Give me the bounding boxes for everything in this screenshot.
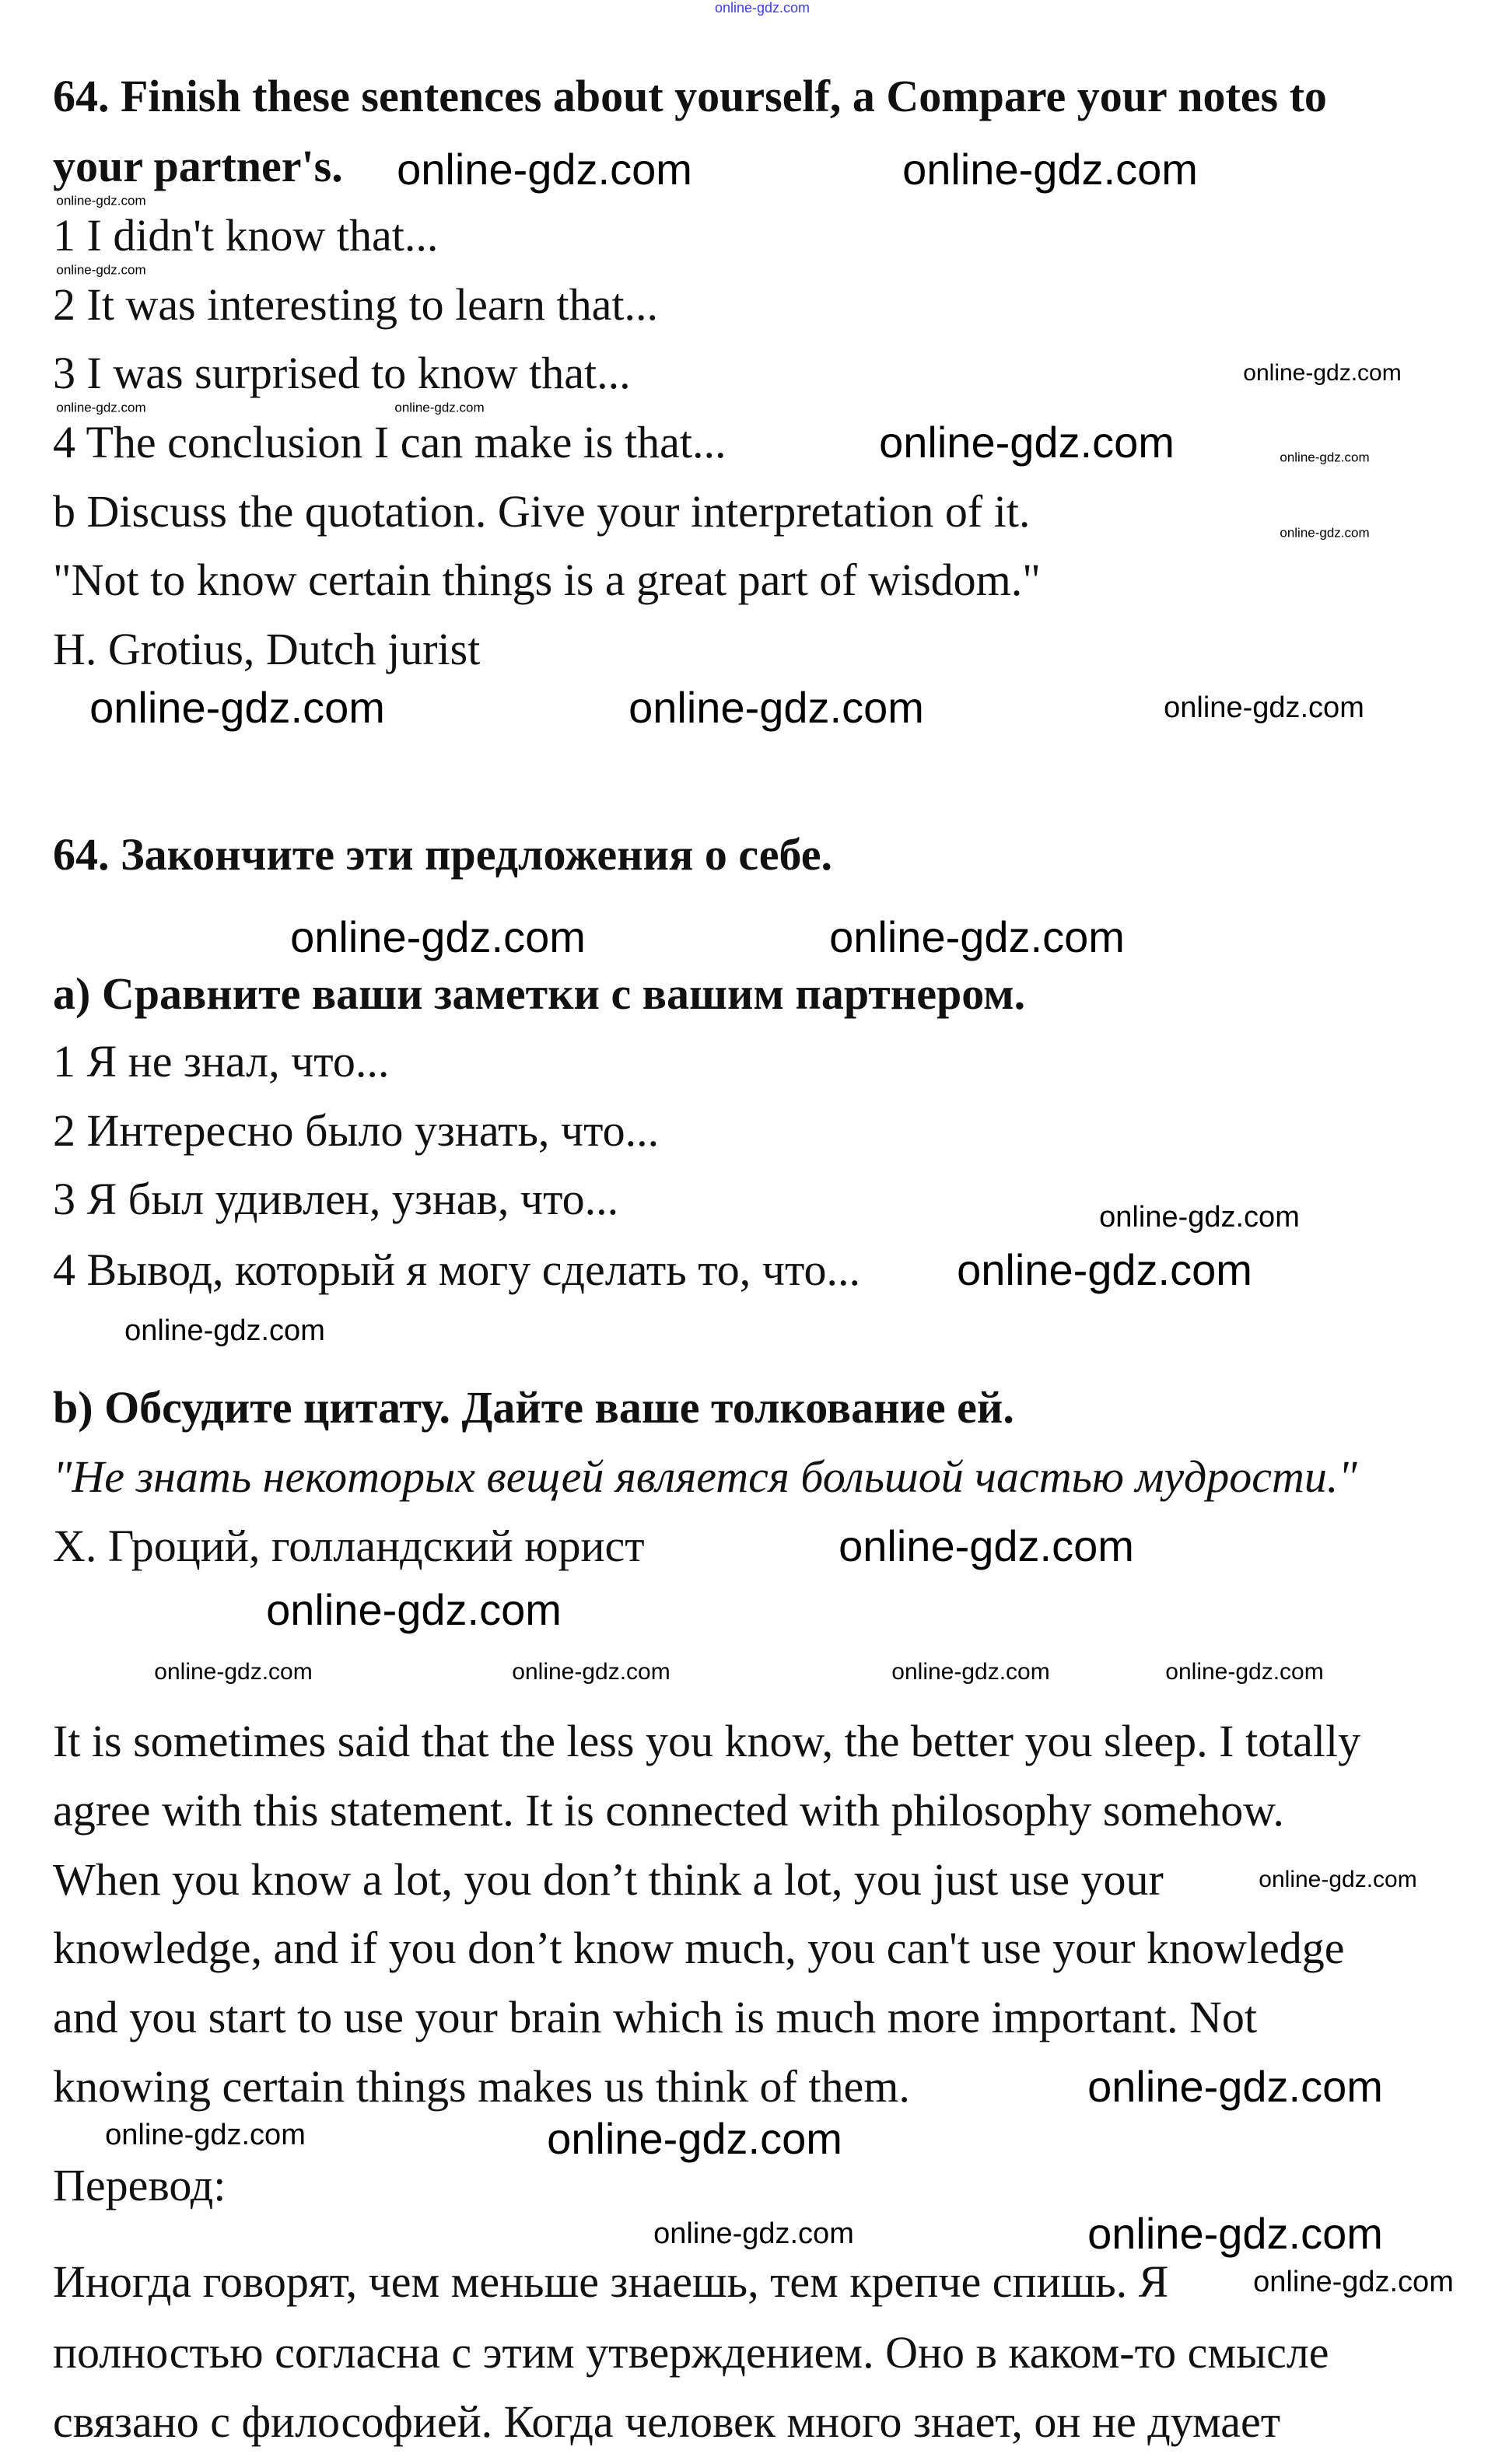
watermark: online-gdz.com	[957, 1245, 1252, 1294]
quote: "Not to know certain things is a great part of wisdom."	[53, 555, 1041, 605]
watermark: online-gdz.com	[266, 1585, 562, 1634]
answer-line: knowledge, and if you don’t know much, you can't use your knowledge	[53, 1923, 1345, 1973]
watermark: online-gdz.com	[1259, 1867, 1417, 1892]
exercise-title: 64. Finish these sentences about yourself, a Compare your notes to	[53, 71, 1327, 121]
watermark: online-gdz.com	[653, 2217, 854, 2250]
ru-part-a: а) Сравните ваши заметки с вашим партнером.	[53, 968, 1026, 1019]
watermark: online-gdz.com	[714, 0, 811, 16]
answer-line: When you know a lot, you don’t think a lot, you just use your	[53, 1854, 1164, 1905]
watermark: online-gdz.com	[1164, 691, 1364, 724]
list-item: 2 It was interesting to learn that...	[53, 279, 658, 330]
watermark: online-gdz.com	[124, 1314, 325, 1347]
answer-line: It is sometimes said that the less you know, the better you sleep. I totally	[53, 1716, 1361, 1766]
watermark: online-gdz.com	[902, 145, 1198, 194]
translation-line: связано с философией. Когда человек много знает, он не думает	[53, 2396, 1281, 2447]
watermark: online-gdz.com	[628, 683, 924, 732]
answer-line: knowing certain things makes us think of them.	[53, 2061, 910, 2112]
part-b: b Discuss the quotation. Give your interpretation of it.	[53, 486, 1031, 537]
watermark: online-gdz.com	[1087, 2209, 1383, 2258]
watermark: online-gdz.com	[879, 418, 1175, 467]
translation-line: Иногда говорят, чем меньше знаешь, тем крепче спишь. Я	[53, 2256, 1169, 2307]
watermark: online-gdz.com	[56, 193, 146, 208]
watermark: online-gdz.com	[394, 400, 485, 415]
quote-author: H. Grotius, Dutch jurist	[53, 624, 481, 674]
ru-quote-author: Х. Гроций, голландский юрист	[53, 1521, 645, 1571]
list-item: 4 The conclusion I can make is that...	[53, 417, 726, 467]
answer-line: and you start to use your brain which is much more important. Not	[53, 1992, 1257, 2042]
watermark: online-gdz.com	[1243, 360, 1402, 386]
watermark: online-gdz.com	[891, 1659, 1050, 1685]
watermark: online-gdz.com	[56, 400, 146, 415]
list-item: 1 Я не знал, что...	[53, 1036, 390, 1087]
list-item: 2 Интересно было узнать, что...	[53, 1105, 660, 1156]
watermark: online-gdz.com	[1165, 1659, 1324, 1685]
watermark: online-gdz.com	[1280, 450, 1370, 465]
translation-line: полностью согласна с этим утверждением. Оно в каком-то смысле	[53, 2327, 1329, 2378]
list-item: 3 Я был удивлен, узнав, что...	[53, 1174, 619, 1224]
list-item: 3 I was surprised to know that...	[53, 348, 631, 398]
watermark: online-gdz.com	[105, 2119, 306, 2151]
watermark: online-gdz.com	[829, 912, 1125, 961]
watermark: online-gdz.com	[839, 1521, 1134, 1570]
list-item: 4 Вывод, который я могу сделать то, что...	[53, 1244, 861, 1295]
exercise-title-cont: your partner's.	[53, 141, 343, 191]
list-item: 1 I didn't know that...	[53, 210, 439, 261]
watermark: online-gdz.com	[89, 683, 385, 732]
watermark: online-gdz.com	[1253, 2266, 1454, 2298]
ru-part-b: b) Обсудите цитату. Дайте ваше толкование ей.	[53, 1382, 1014, 1433]
watermark: online-gdz.com	[1087, 2062, 1383, 2111]
watermark: online-gdz.com	[397, 145, 692, 194]
watermark: online-gdz.com	[154, 1659, 313, 1685]
watermark: online-gdz.com	[1099, 1201, 1300, 1234]
ru-quote: "Не знать некоторых вещей является большой частью мудрости."	[53, 1451, 1357, 1502]
watermark: online-gdz.com	[1280, 525, 1370, 541]
watermark: online-gdz.com	[56, 262, 146, 278]
watermark: online-gdz.com	[512, 1659, 670, 1685]
watermark: online-gdz.com	[547, 2114, 842, 2163]
watermark: online-gdz.com	[290, 912, 586, 961]
ru-title: 64. Закончите эти предложения о себе.	[53, 829, 833, 880]
translation-label: Перевод:	[53, 2160, 226, 2210]
answer-line: agree with this statement. It is connected with philosophy somehow.	[53, 1785, 1284, 1836]
